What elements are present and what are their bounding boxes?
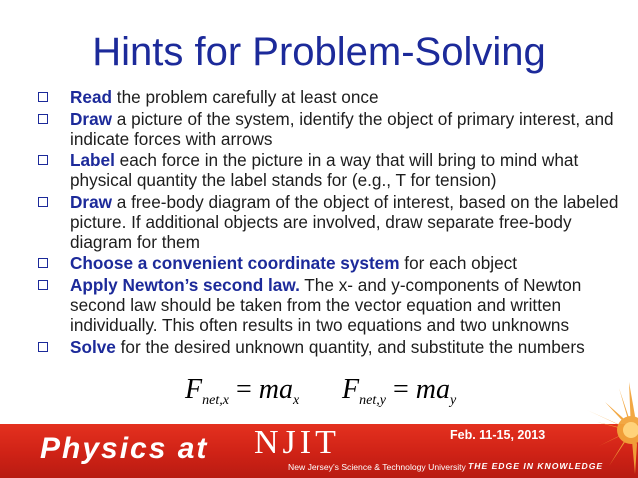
bullet-text: for each object [399, 253, 518, 274]
list-item [38, 276, 623, 335]
equation-x [185, 374, 299, 410]
bullet-keyword: Choose a convenient coordinate system [70, 253, 400, 274]
njit-logo: NJIT [254, 424, 340, 461]
bullet-text: the problem carefully at least once [112, 87, 379, 107]
physics-at-njit-logo: Physics at [40, 432, 209, 465]
eq-rhs: ma [415, 374, 450, 405]
list-item [38, 254, 623, 274]
njit-tagline: New Jersey’s Science & Technology University [288, 462, 466, 472]
list-item [38, 110, 623, 150]
bullet-text: for the desired unknown quantity, and substitute the numbers [115, 336, 585, 357]
eq-operator: = [228, 374, 259, 405]
bullet-box-icon [38, 155, 48, 165]
bullet-text: a picture of the system, identify the object of primary interest, and indicate forces with arrows [70, 108, 614, 149]
eq-lhs: F [185, 374, 203, 405]
bullet-keyword: Draw [70, 108, 113, 129]
eq-lhs-sub: net,x [202, 393, 229, 408]
bullet-box-icon [38, 92, 48, 102]
bullet-box-icon [38, 114, 48, 124]
event-date: Feb. 11-15, 2013 [450, 428, 546, 442]
list-item [38, 338, 623, 358]
sun-icon [565, 362, 638, 478]
bullet-box-icon [38, 197, 48, 207]
bullet-keyword: Read [70, 87, 113, 107]
bullet-text: each force in the picture in a way that will bring to mind what physical quantity the label stands for (e.g., T for tension) [70, 150, 579, 191]
bullet-text: The x- and y-components of Newton second law should be taken from the vector equation and written individually. This often results in two equations and two unknowns [70, 275, 582, 335]
list-item [38, 88, 623, 108]
bullet-box-icon [38, 258, 48, 268]
bullet-box-icon [38, 342, 48, 352]
eq-lhs-sub: net,y [359, 393, 386, 408]
hint-list [38, 88, 623, 359]
list-item [38, 151, 623, 191]
eq-rhs-sub: x [292, 393, 300, 408]
edge-in-knowledge-slogan: THE EDGE IN KNOWLEDGE [468, 461, 604, 471]
bullet-text: a free-body diagram of the object of interest, based on the labeled picture. If additional objects are involved, draw separate free-body diagram for them [70, 191, 619, 252]
eq-rhs: ma [258, 374, 293, 405]
bullet-keyword: Label [70, 150, 115, 171]
list-item [38, 193, 623, 252]
eq-operator: = [385, 374, 416, 405]
slide-title: Hints for Problem-Solving [92, 30, 546, 74]
equation-y [342, 374, 456, 410]
bullet-keyword: Solve [70, 336, 116, 357]
bullet-keyword: Draw [70, 191, 113, 212]
bullet-box-icon [38, 280, 48, 290]
bullet-keyword: Apply Newton’s second law. [70, 275, 300, 296]
eq-lhs: F [342, 374, 360, 405]
eq-rhs-sub: y [449, 393, 457, 408]
